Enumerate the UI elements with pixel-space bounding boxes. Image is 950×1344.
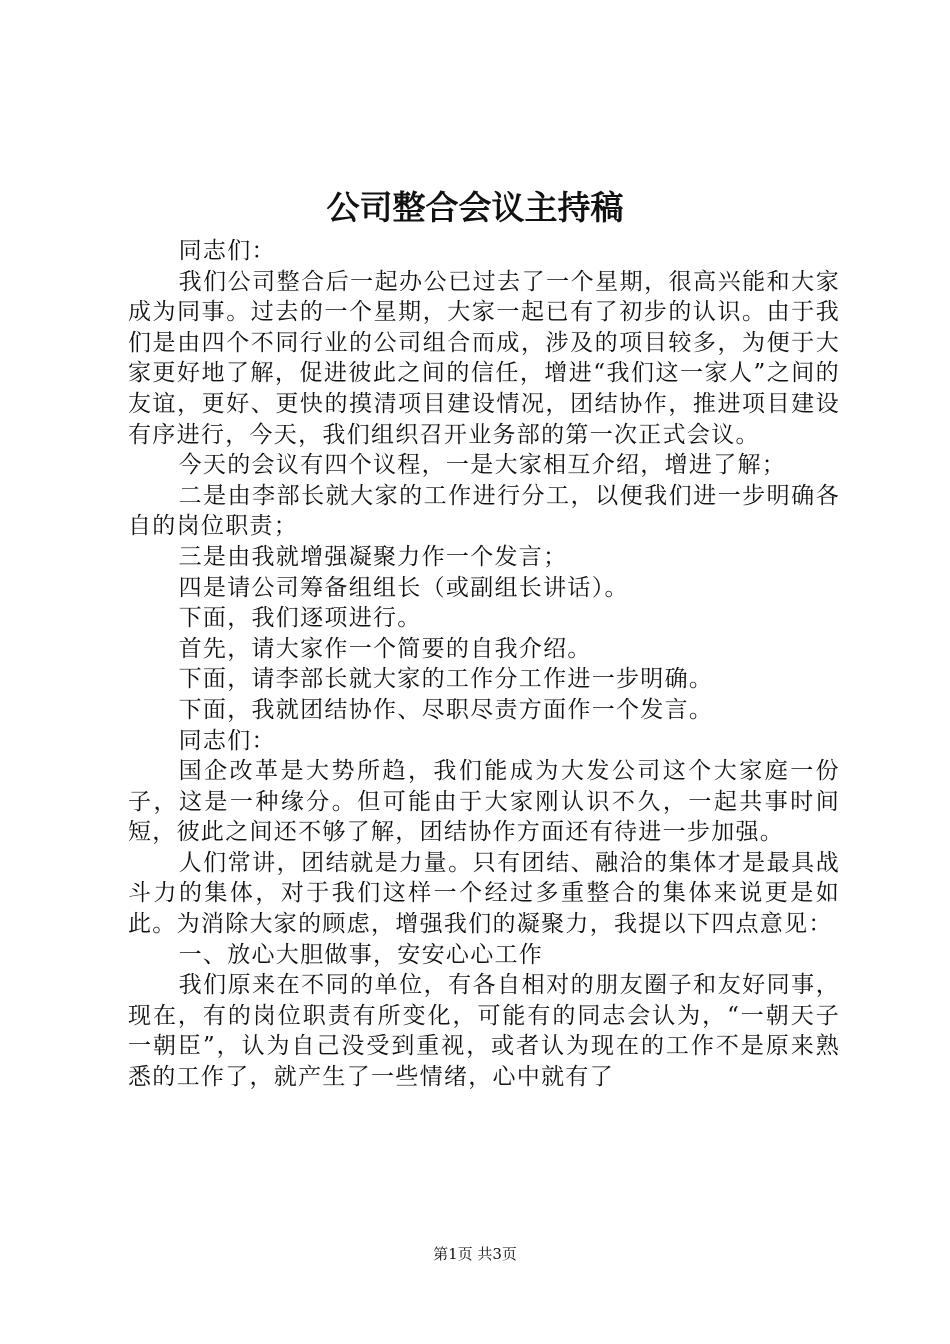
paragraph: 国企改革是大势所趋，我们能成为大发公司这个大家庭一份子，这是一种缘分。但可能由于大家刚认识不久，一起共事时间短，彼此之间还不够了解，团结协作方面还有待进一步加强。 — [128, 758, 840, 846]
paragraph: 下面，我就团结协作、尽职尽责方面作一个发言。 — [178, 696, 714, 723]
section-heading: 一、放心大胆做事，安安心心工作 — [178, 941, 544, 968]
paragraph: 我们原来在不同的单位，有各自相对的朋友圈子和友好同事，现在，有的岗位职责有所变化，可能有的同志会认为，“一朝天子一朝臣”，认为自己没受到重视，或者认为现在的工作不是原来熟悉的工作了，就产生了一些情绪，心中就有了 — [128, 972, 840, 1091]
paragraph: 同志们： — [178, 238, 276, 264]
paragraph: 下面，请李部长就大家的工作分工作进一步明确。 — [178, 666, 714, 693]
paragraph: 下面，我们逐项进行。 — [178, 605, 422, 632]
paragraph: 三是由我就增强凝聚力作一个发言； — [178, 543, 568, 570]
paragraph: 同志们： — [178, 727, 276, 754]
page-footer: 第1页 共3页 — [433, 1245, 517, 1263]
page-title: 公司整合会议主持稿 — [326, 188, 624, 227]
paragraph: 二是由李部长就大家的工作进行分工，以便我们进一步明确各自的岗位职责； — [128, 482, 840, 540]
document-body — [128, 236, 840, 1093]
paragraph: 四是请公司筹备组组长（或副组长讲话）。 — [178, 574, 629, 601]
paragraph: 我们公司整合后一起办公已过去了一个星期，很高兴能和大家成为同事。过去的一个星期，大家一起已有了初步的认识。由于我们是由四个不同行业的公司组合而成，涉及的项目较多，为便于大家更好地了解，促进彼此之间的信任，增进“我们这一家人”之间的友谊，更好、更快的摸清项目建设情况，团结协作，推进项目建设有序进行，今天，我们组织召开业务部的第一次正式会议。 — [128, 268, 840, 448]
paragraph: 今天的会议有四个议程，一是大家相互介绍，增进了解； — [178, 452, 787, 479]
paragraph: 首先，请大家作一个简要的自我介绍。 — [178, 635, 592, 662]
paragraph: 人们常讲，团结就是力量。只有团结、融洽的集体才是最具战斗力的集体，对于我们这样一个经过多重整合的集体来说更是如此。为消除大家的顾虑，增强我们的凝聚力，我提以下四点意见： — [128, 849, 840, 938]
